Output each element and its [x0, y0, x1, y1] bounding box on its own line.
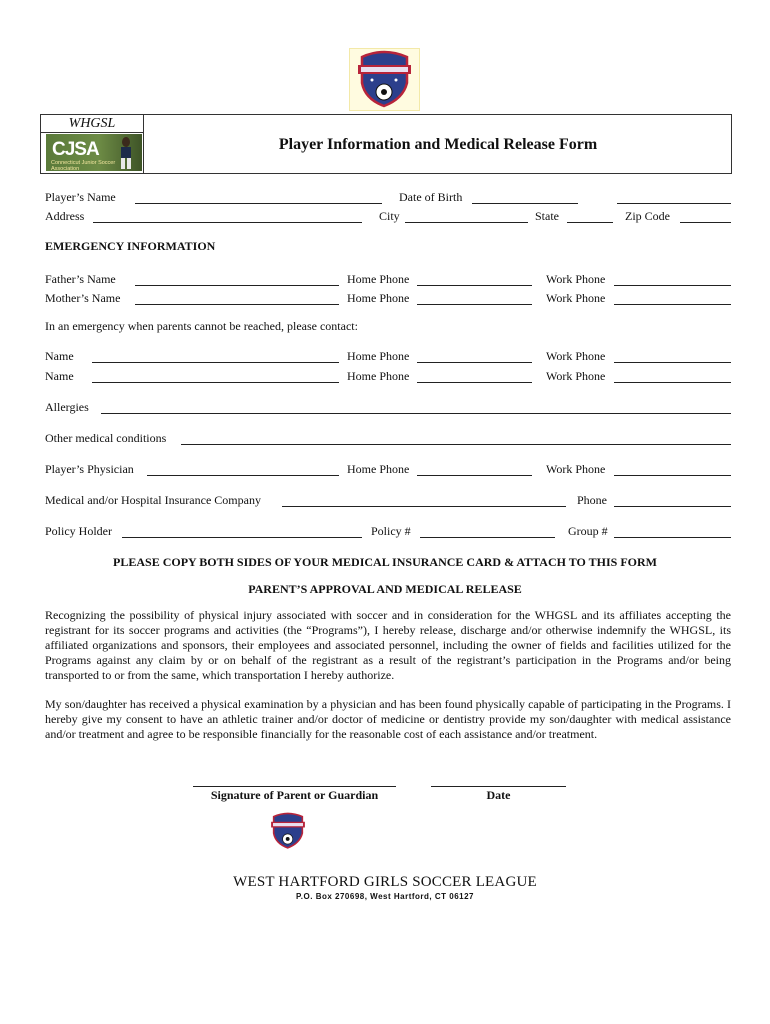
label-players-name: Player’s Name: [45, 190, 116, 204]
date-of-birth-extra-field[interactable]: [617, 203, 731, 204]
label-contact-name-2: Name: [45, 369, 74, 383]
crest-icon: [266, 808, 310, 854]
label-contact-name-1: Name: [45, 349, 74, 363]
label-mothers-name: Mother’s Name: [45, 291, 121, 305]
label-physician-home-phone: Home Phone: [347, 462, 410, 476]
insurance-company-field[interactable]: [282, 506, 566, 507]
state-field[interactable]: [567, 222, 613, 223]
other-conditions-field[interactable]: [181, 444, 731, 445]
contact-1-work-phone-field[interactable]: [614, 362, 731, 363]
contact-name-2-field[interactable]: [92, 382, 339, 383]
zip-code-field[interactable]: [680, 222, 731, 223]
allergies-field[interactable]: [101, 413, 731, 414]
label-contact-2-work-phone: Work Phone: [546, 369, 606, 383]
footer-org-name: WEST HARTFORD GIRLS SOCCER LEAGUE: [233, 874, 537, 890]
form-title: Player Information and Medical Release Form: [278, 136, 598, 153]
signature-date-label: Date: [486, 788, 511, 802]
label-group-number: Group #: [568, 524, 608, 538]
signature-label: Signature of Parent or Guardian: [210, 788, 379, 802]
crest-icon: [350, 49, 419, 110]
insurance-phone-field[interactable]: [614, 506, 731, 507]
cjsa-logo-text: CJSA: [52, 139, 99, 160]
label-contact-1-home-phone: Home Phone: [347, 349, 410, 363]
footer-logo: [266, 808, 310, 854]
cjsa-logo-subtext: Connecticut Junior Soccer Association: [51, 160, 116, 171]
label-contact-2-home-phone: Home Phone: [347, 369, 410, 383]
date-of-birth-field[interactable]: [472, 203, 578, 204]
label-father-work-phone: Work Phone: [546, 272, 606, 286]
policy-holder-field[interactable]: [122, 537, 362, 538]
contact-name-1-field[interactable]: [92, 362, 339, 363]
physician-field[interactable]: [147, 475, 339, 476]
signature-date-field[interactable]: [431, 786, 566, 787]
contact-2-home-phone-field[interactable]: [417, 382, 532, 383]
release-heading: PARENT’S APPROVAL AND MEDICAL RELEASE: [248, 582, 522, 596]
label-mother-home-phone: Home Phone: [347, 291, 410, 305]
label-insurance-phone: Phone: [577, 493, 607, 507]
signature-field[interactable]: [193, 786, 396, 787]
label-fathers-name: Father’s Name: [45, 272, 116, 286]
label-physician-work-phone: Work Phone: [546, 462, 606, 476]
father-work-phone-field[interactable]: [614, 285, 731, 286]
label-zip-code: Zip Code: [625, 209, 670, 223]
physician-home-phone-field[interactable]: [417, 475, 532, 476]
label-state: State: [535, 209, 559, 223]
players-name-field[interactable]: [135, 203, 382, 204]
org-abbreviation: WHGSL: [68, 116, 116, 131]
label-policy-number: Policy #: [371, 524, 411, 538]
contact-2-work-phone-field[interactable]: [614, 382, 731, 383]
contact-1-home-phone-field[interactable]: [417, 362, 532, 363]
mothers-name-field[interactable]: [135, 304, 339, 305]
label-address: Address: [45, 209, 85, 223]
label-physician: Player’s Physician: [45, 462, 134, 476]
label-date-of-birth: Date of Birth: [399, 190, 463, 204]
mother-home-phone-field[interactable]: [417, 304, 532, 305]
label-insurance-company: Medical and/or Hospital Insurance Company: [45, 493, 261, 507]
fathers-name-field[interactable]: [135, 285, 339, 286]
label-contact-1-work-phone: Work Phone: [546, 349, 606, 363]
group-number-field[interactable]: [614, 537, 731, 538]
emergency-contact-intro: In an emergency when parents cannot be reached, please contact:: [45, 319, 358, 333]
insurance-card-notice: PLEASE COPY BOTH SIDES OF YOUR MEDICAL INSURANCE CARD & ATTACH TO THIS FORM: [113, 555, 657, 569]
label-father-home-phone: Home Phone: [347, 272, 410, 286]
label-allergies: Allergies: [45, 400, 89, 414]
label-city: City: [379, 209, 400, 223]
release-paragraph-2: My son/daughter has received a physical examination by a physician and has been found physically capable of participating in the Programs. I hereby give my consent to have an athletic trainer and/or doctor of medicine or dentistry provide my son/daughter with medical assistance and/or treatment and agree to be responsible financially for the reasonable cost of each assistance and/or treatment.: [45, 697, 731, 741]
player-photo-icon: [112, 136, 140, 170]
league-logo: [349, 48, 420, 111]
physician-work-phone-field[interactable]: [614, 475, 731, 476]
emergency-heading: EMERGENCY INFORMATION: [45, 239, 216, 253]
father-home-phone-field[interactable]: [417, 285, 532, 286]
policy-number-field[interactable]: [420, 537, 555, 538]
label-other-conditions: Other medical conditions: [45, 431, 167, 445]
mother-work-phone-field[interactable]: [614, 304, 731, 305]
cjsa-logo: [46, 134, 142, 171]
address-field[interactable]: [93, 222, 362, 223]
label-policy-holder: Policy Holder: [45, 524, 112, 538]
release-paragraph-1: Recognizing the possibility of physical injury associated with soccer and in consideration for the WHGSL and its affiliates accepting the registrant for its soccer programs and activities (the “Programs”), I hereby release, discharge and/or otherwise indemnify the WHGSL, its affiliated organizations and sponsors, their employees and associated personnel, including the owner of fields and facilities utilized for the Programs against any claim by or on behalf of the registrant as a result of the registrant’s participation in the Programs and/or being transported to or from the same, which transportation I hereby authorize.: [45, 608, 731, 682]
city-field[interactable]: [405, 222, 528, 223]
footer-address: P.O. Box 270698, West Hartford, CT 06127: [296, 892, 474, 901]
label-mother-work-phone: Work Phone: [546, 291, 606, 305]
